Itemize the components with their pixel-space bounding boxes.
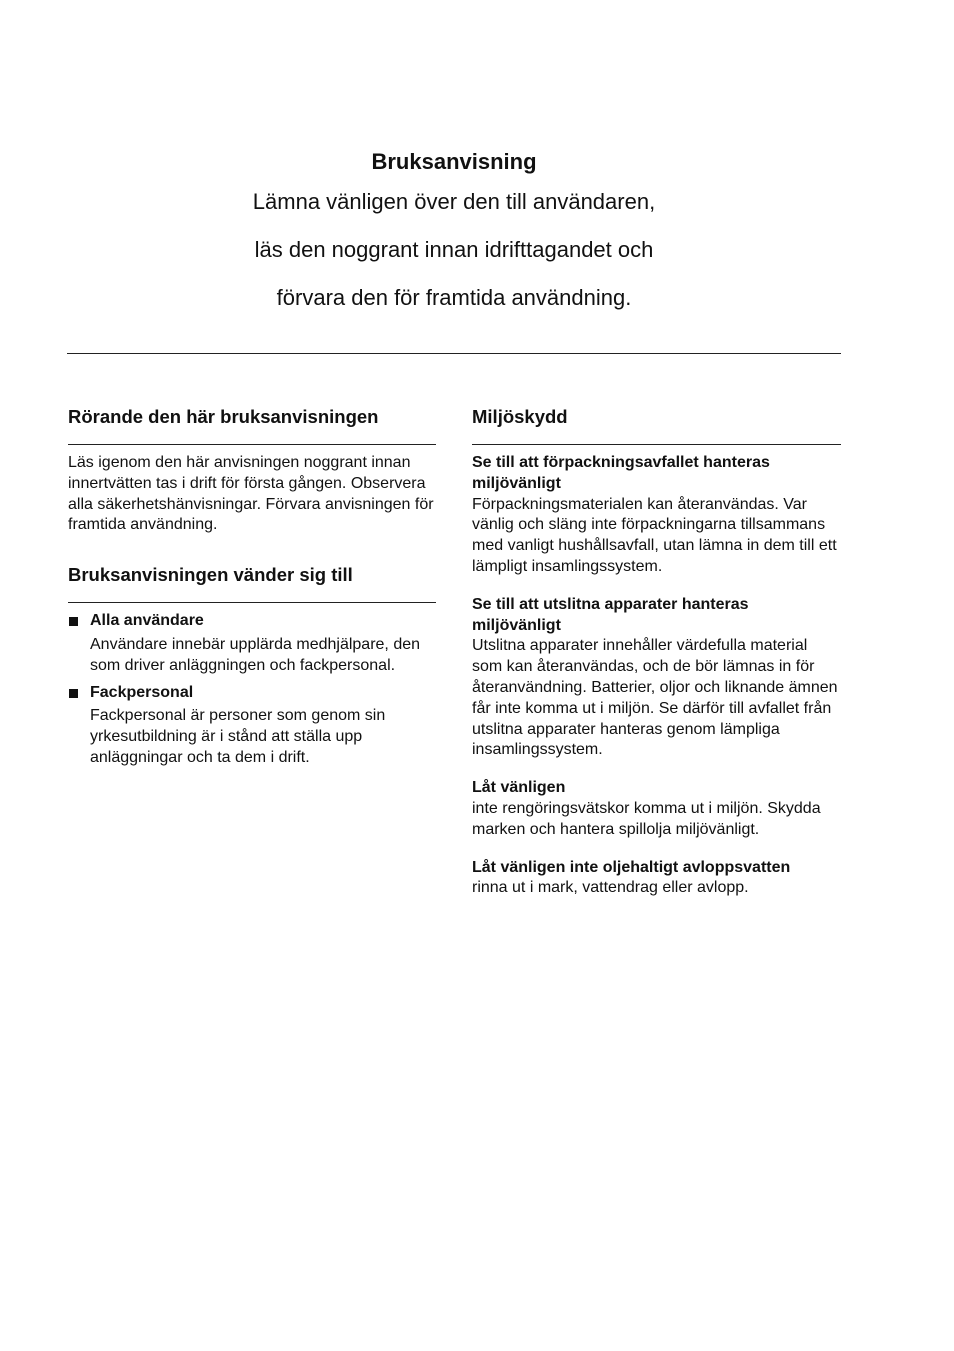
audience-heading: Bruksanvisningen vänder sig till bbox=[68, 562, 436, 603]
cleaning-fluids-block bbox=[472, 778, 841, 840]
oily-wastewater-title: Låt vänligen inte oljehaltigt avloppsvatten bbox=[472, 858, 791, 876]
about-section bbox=[68, 404, 436, 536]
oily-wastewater-text: rinna ut i mark, vattendrag eller avlopp. bbox=[472, 879, 749, 897]
audience-item-text: Användare innebär upplärda medhjälpare, den som driver anläggningen och fackpersonal. bbox=[90, 635, 421, 674]
audience-item-text: Fackpersonal är personer som genom sin yrkesutbildning är i stånd att ställa upp anläggningar och ta dem i drift. bbox=[90, 707, 386, 766]
list-item bbox=[68, 683, 436, 769]
environment-section bbox=[472, 404, 841, 899]
packaging-block bbox=[472, 453, 841, 578]
about-heading: Rörande den här bruksanvisningen bbox=[68, 404, 436, 445]
intro-line-2: läs den noggrant innan idrifttagandet och bbox=[254, 237, 654, 262]
audience-section bbox=[68, 562, 436, 769]
right-column bbox=[472, 404, 841, 899]
intro-line-3: förvara den för framtida användning. bbox=[276, 285, 632, 310]
packaging-title: Se till att förpackningsavfallet hanteras miljövänligt bbox=[472, 454, 770, 492]
oily-wastewater-block bbox=[472, 858, 841, 900]
audience-item-label: Fackpersonal bbox=[90, 683, 194, 701]
old-appliances-text: Utslitna apparater innehåller värdefulla material som kan återanvändas, och de bör lämnas in för återanvändning. Batterier, oljor och liknande ämnen får inte komma ut i miljön. Se därför till avfallet från utslitna apparater hanteras genom lämpliga insamlingssystem. bbox=[472, 637, 838, 759]
audience-item-label: Alla användare bbox=[90, 612, 204, 630]
intro-line-1: Lämna vänligen över den till användaren, bbox=[252, 189, 656, 214]
document-title: Bruksanvisning bbox=[371, 149, 537, 174]
square-bullet-icon bbox=[69, 617, 78, 626]
audience-list bbox=[68, 611, 436, 769]
document-header bbox=[0, 146, 908, 322]
square-bullet-icon bbox=[69, 689, 78, 698]
header-divider bbox=[67, 353, 841, 354]
old-appliances-block bbox=[472, 595, 841, 761]
environment-heading: Miljöskydd bbox=[472, 404, 841, 445]
list-item bbox=[68, 611, 436, 676]
cleaning-fluids-text: inte rengöringsvätskor komma ut i miljön. Skydda marken och hantera spillolja miljövänligt. bbox=[472, 799, 821, 838]
packaging-text: Förpackningsmaterialen kan återanvändas. Var vänlig och släng inte förpackningarna tillsammans med vanligt hushållsavfall, utan lämna in dem till ett lämpligt insamlingssystem. bbox=[472, 495, 837, 575]
left-column bbox=[68, 404, 436, 775]
old-appliances-title: Se till att utslitna apparater hanteras miljövänligt bbox=[472, 595, 749, 634]
cleaning-fluids-title: Låt vänligen bbox=[472, 779, 566, 797]
about-text: Läs igenom den här anvisningen noggrant innan innertvätten tas i drift för första gången. Observera alla säkerhetshänvisningar. Förvara anvisningen för framtida användning. bbox=[68, 454, 434, 534]
